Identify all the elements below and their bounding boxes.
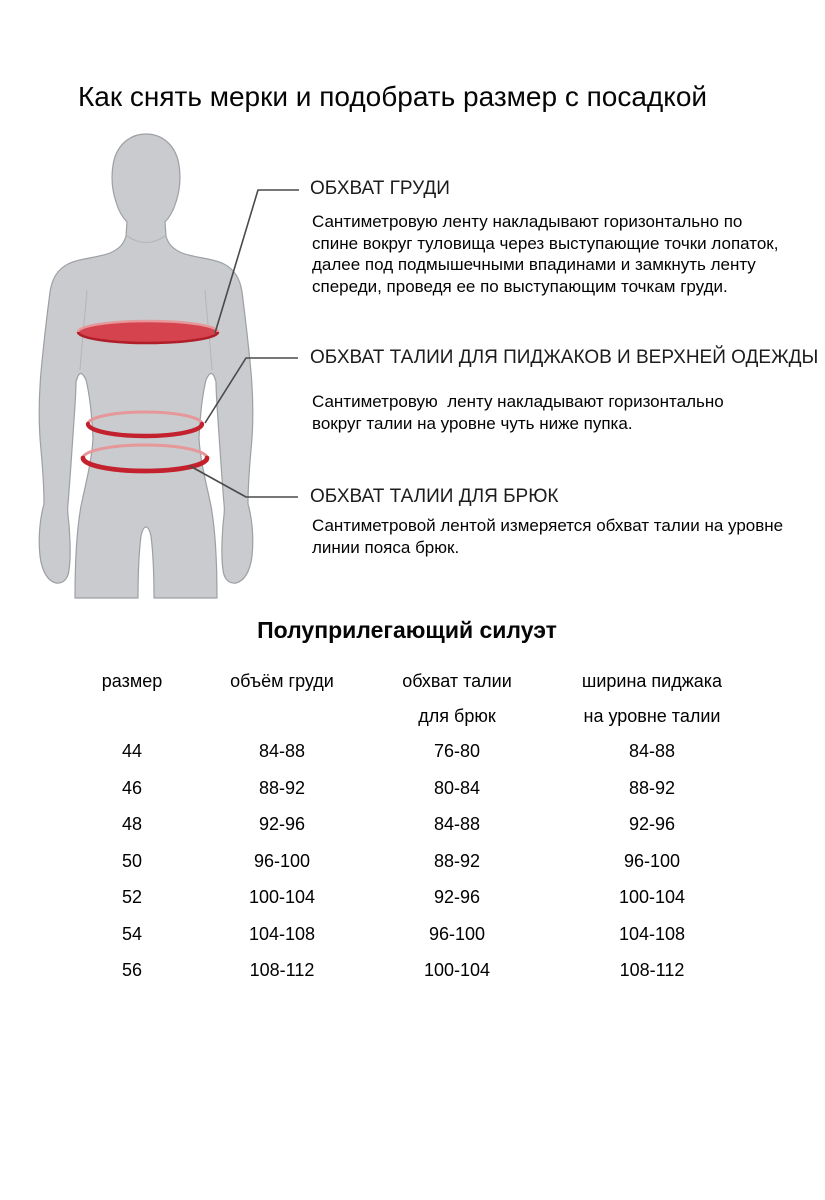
table-cell: 48: [121, 814, 143, 834]
section-desc-trouser-waist: [312, 515, 783, 558]
desc-line: далее под подмышечными впадинами и замкнуть ленту: [312, 255, 756, 274]
table-cell: 46: [121, 777, 143, 798]
table-cell: 100-104: [423, 960, 491, 980]
desc-line: Сантиметровой лентой измеряется обхват талии на уровне: [312, 516, 784, 535]
table-cell: 84-88: [433, 814, 481, 834]
header-line: размер: [101, 671, 163, 691]
desc-line: линии пояса брюк.: [312, 537, 460, 557]
desc-line: Сантиметровую ленту накладывают горизонтально: [312, 392, 724, 411]
desc-line: Сантиметровую ленту накладывают горизонтально по: [312, 212, 743, 231]
table-cell: 96-100: [428, 923, 486, 944]
table-row: [62, 770, 752, 807]
desc-line: вокруг талии на уровне чуть ниже пупка.: [312, 413, 633, 433]
table-cell: 108-112: [619, 960, 685, 980]
table-cell: 92-96: [258, 814, 306, 834]
table-cell: 50: [121, 850, 143, 871]
table-cell: 80-84: [433, 777, 481, 798]
section-heading-chest: ОБХВАТ ГРУДИ: [310, 178, 450, 199]
header-line: ширина пиджака: [581, 671, 723, 691]
section-desc-chest: [312, 211, 778, 297]
table-row: [62, 952, 752, 989]
table-cell: 100-104: [618, 887, 686, 907]
table-cell: 92-96: [628, 814, 676, 834]
table-cell: 84-88: [258, 741, 306, 761]
table-cell: 52: [121, 887, 143, 907]
table-header-row: [62, 670, 752, 727]
table-cell: 84-88: [628, 741, 676, 761]
table-cell: 96-100: [253, 850, 311, 871]
header-line: обхват талии: [402, 671, 512, 691]
table-cell: 92-96: [433, 887, 481, 907]
section-heading-jacket-waist: ОБХВАТ ТАЛИИ ДЛЯ ПИДЖАКОВ И ВЕРХНЕЙ ОДЕЖДЫ: [310, 347, 819, 368]
desc-line: спине вокруг туловища через выступающие точки лопаток,: [312, 233, 779, 253]
table-cell: 54: [121, 923, 143, 944]
desc-line: спереди, проведя ее по выступающим точкам груди.: [312, 276, 728, 296]
table-title: Полуприлегающий силуэт: [257, 617, 557, 643]
table-cell: 44: [121, 741, 143, 761]
table-row: [62, 733, 752, 770]
table-cell: 56: [121, 960, 143, 980]
body-silhouette-shape: [39, 134, 253, 598]
column-header-jacket-width: [552, 670, 752, 727]
table-cell: 96-100: [623, 850, 681, 871]
column-header-chest: [202, 670, 362, 727]
table-row: [62, 879, 752, 916]
header-line: для брюк: [418, 706, 496, 726]
table-row: [62, 843, 752, 880]
table-row: [62, 806, 752, 843]
table-cell: 88-92: [258, 777, 306, 798]
table-cell: 88-92: [628, 777, 676, 798]
table-cell: 104-108: [248, 923, 316, 944]
section-desc-jacket-waist: [312, 391, 724, 434]
section-heading-trouser-waist: ОБХВАТ ТАЛИИ ДЛЯ БРЮК: [310, 486, 559, 507]
table-cell: 104-108: [618, 923, 686, 944]
column-header-trouser-waist: [362, 670, 552, 727]
table-row: [62, 916, 752, 953]
header-line: объём груди: [230, 671, 334, 691]
measurement-figure: [20, 120, 310, 605]
page-title: Как снять мерки и подобрать размер с посадкой: [78, 81, 708, 112]
table-cell: 100-104: [248, 887, 316, 907]
size-table: [62, 733, 752, 989]
table-cell: 76-80: [433, 741, 481, 761]
table-cell: 108-112: [249, 960, 315, 980]
header-line: на уровне талии: [583, 706, 721, 726]
table-cell: 88-92: [433, 850, 481, 871]
column-header-size: [62, 670, 202, 727]
